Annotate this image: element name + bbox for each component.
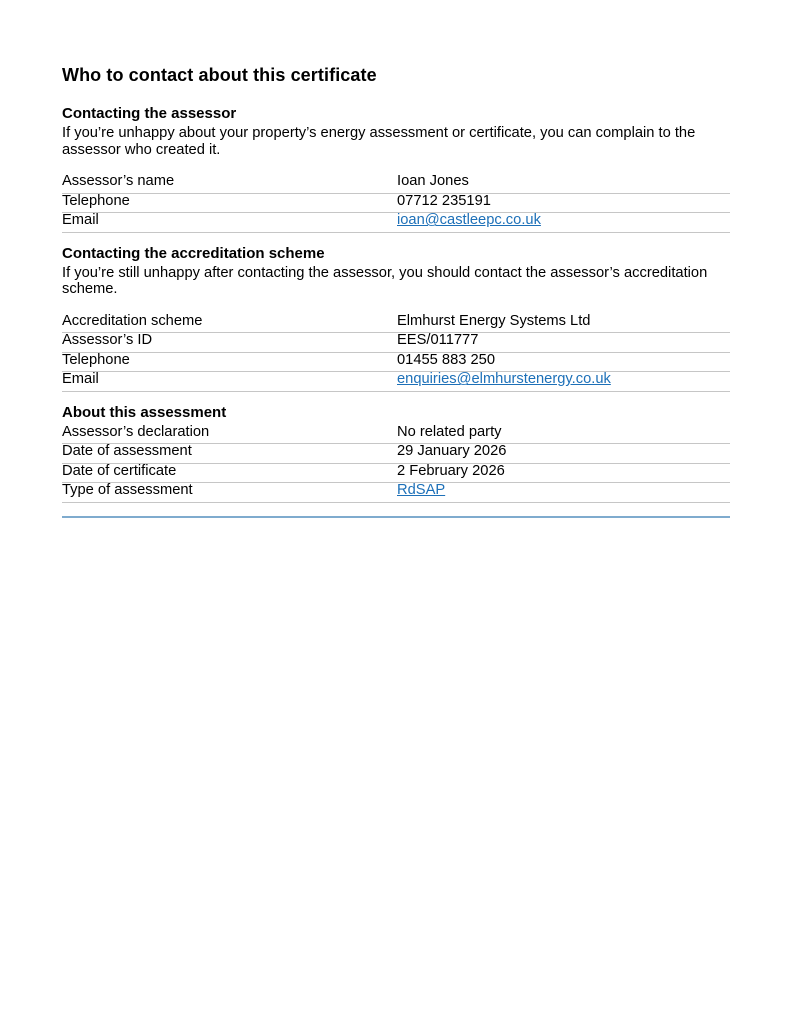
section-contacting-assessor	[62, 106, 730, 233]
assessment-type-link[interactable]: RdSAP	[397, 482, 446, 499]
row-value-scheme-email	[397, 372, 730, 388]
row-label-date-of-assessment: Date of assessment	[62, 443, 192, 460]
section-heading-about-assessment: About this assessment	[62, 403, 227, 421]
accreditation-details-table	[62, 314, 730, 392]
row-label-type-of-assessment: Type of assessment	[62, 482, 193, 499]
table-row	[62, 194, 730, 214]
row-label-accreditation-scheme: Accreditation scheme	[62, 312, 203, 329]
section-heading-accreditation-scheme: Contacting the accreditation scheme	[62, 244, 325, 262]
table-row	[62, 213, 730, 233]
page-title: Who to contact about this certificate	[62, 65, 377, 85]
row-value-assessor-telephone: 07712 235191	[397, 192, 491, 209]
row-value-assessor-name: Ioan Jones	[397, 173, 469, 190]
assessor-details-table	[62, 174, 730, 233]
assessment-details-table	[62, 425, 730, 503]
row-label-date-of-certificate: Date of certificate	[62, 462, 177, 479]
table-row	[62, 333, 730, 353]
row-label-scheme-email: Email	[62, 371, 99, 388]
scheme-email-link[interactable]: enquiries@elmhurstenergy.co.uk	[397, 371, 611, 388]
row-value-assessor-email	[397, 213, 730, 229]
row-label-assessor-email: Email	[62, 212, 99, 229]
row-value-scheme-telephone: 01455 883 250	[397, 351, 496, 368]
row-value-assessor-id: EES/011777	[397, 332, 479, 349]
row-label-assessor-id: Assessor’s ID	[62, 332, 153, 349]
row-label-scheme-telephone: Telephone	[62, 351, 130, 368]
table-row	[62, 444, 730, 464]
row-value-date-of-certificate: 2 February 2026	[397, 462, 505, 479]
table-row	[62, 372, 730, 392]
section-description-contacting-assessor: If you’re unhappy about your property’s energy assessment or certificate, you can complain to the assessor who created it.	[62, 125, 696, 158]
table-row	[62, 174, 730, 194]
row-value-assessor-declaration: No related party	[397, 423, 502, 440]
table-row	[62, 314, 730, 334]
row-value-type-of-assessment	[397, 483, 730, 499]
table-row	[62, 483, 730, 503]
row-label-assessor-telephone: Telephone	[62, 192, 130, 209]
section-heading-contacting-assessor: Contacting the assessor	[62, 105, 237, 122]
row-value-date-of-assessment: 29 January 2026	[397, 443, 507, 460]
section-about-this-assessment	[62, 405, 730, 503]
row-label-assessor-name: Assessor’s name	[62, 173, 175, 190]
table-row	[62, 425, 730, 445]
table-row	[62, 464, 730, 484]
row-label-assessor-declaration: Assessor’s declaration	[62, 423, 210, 440]
section-description-accreditation-scheme: If you’re still unhappy after contacting the assessor, you should contact the assessor’s accreditation scheme.	[62, 264, 708, 298]
row-value-accreditation-scheme: Elmhurst Energy Systems Ltd	[397, 312, 591, 329]
section-contacting-accreditation-scheme	[62, 246, 730, 392]
table-row	[62, 353, 730, 373]
assessor-email-link[interactable]: ioan@castleepc.co.uk	[397, 212, 541, 229]
section-break-rule	[62, 516, 730, 518]
